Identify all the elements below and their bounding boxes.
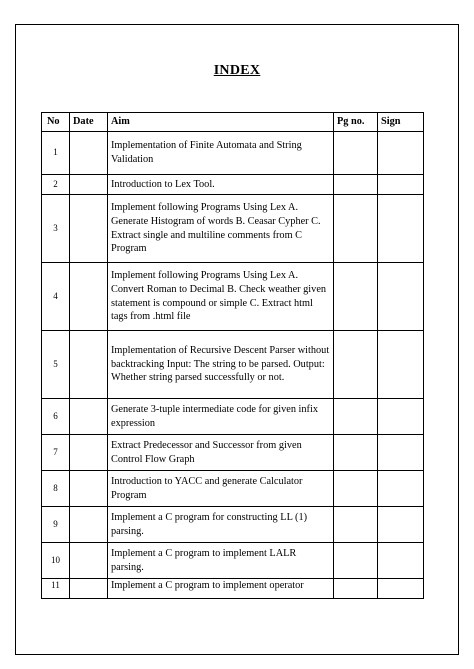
header-no: No (42, 113, 70, 132)
sign-cell (378, 175, 424, 195)
row-number: 1 (42, 132, 70, 175)
row-number: 11 (42, 579, 70, 599)
sign-cell (378, 579, 424, 599)
date-cell (70, 543, 108, 579)
date-cell (70, 399, 108, 435)
table-row (42, 543, 424, 579)
table-row (42, 507, 424, 543)
aim-cell: Generate 3-tuple intermediate code for given infix expression (108, 399, 334, 435)
aim-cell: Implementation of Recursive Descent Parser without backtracking Input: The string to be parsed. Output: Whether string parsed successfully or not. (108, 331, 334, 399)
page-number-cell (334, 435, 378, 471)
date-cell (70, 132, 108, 175)
row-number: 8 (42, 471, 70, 507)
table-row (42, 331, 424, 399)
date-cell (70, 263, 108, 331)
date-cell (70, 331, 108, 399)
table-row (42, 175, 424, 195)
aim-cell: Introduction to YACC and generate Calculator Program (108, 471, 334, 507)
sign-cell (378, 507, 424, 543)
row-number: 10 (42, 543, 70, 579)
row-number: 7 (42, 435, 70, 471)
date-cell (70, 175, 108, 195)
page-number-cell (334, 132, 378, 175)
page-number-cell (334, 331, 378, 399)
date-cell (70, 579, 108, 599)
aim-cell: Implement following Programs Using Lex A. Convert Roman to Decimal B. Check weather given statement is compound or simple C. Extract html tags from .html file (108, 263, 334, 331)
sign-cell (378, 331, 424, 399)
date-cell (70, 507, 108, 543)
sign-cell (378, 263, 424, 331)
page-number-cell (334, 507, 378, 543)
page-number-cell (334, 175, 378, 195)
page-number-cell (334, 399, 378, 435)
date-cell (70, 195, 108, 263)
row-number: 4 (42, 263, 70, 331)
table-row (42, 471, 424, 507)
aim-cell: Extract Predecessor and Successor from given Control Flow Graph (108, 435, 334, 471)
row-number: 6 (42, 399, 70, 435)
page-number-cell (334, 543, 378, 579)
sign-cell (378, 399, 424, 435)
table-row (42, 195, 424, 263)
row-number: 5 (42, 331, 70, 399)
aim-cell: Implement a C program to implement LALR parsing. (108, 543, 334, 579)
page-number-cell (334, 263, 378, 331)
aim-cell: Introduction to Lex Tool. (108, 175, 334, 195)
page-number-cell (334, 471, 378, 507)
date-cell (70, 435, 108, 471)
header-row (42, 113, 424, 132)
table-row (42, 263, 424, 331)
aim-cell: Implementation of Finite Automata and String Validation (108, 132, 334, 175)
page-number-cell (334, 579, 378, 599)
row-number: 9 (42, 507, 70, 543)
aim-cell: Implement a C program to implement operator (108, 579, 334, 599)
header-page-number: Pg no. (334, 113, 378, 132)
table-row (42, 435, 424, 471)
sign-cell (378, 195, 424, 263)
sign-cell (378, 132, 424, 175)
aim-cell: Implement a C program for constructing LL (1) parsing. (108, 507, 334, 543)
row-number: 2 (42, 175, 70, 195)
table-row (42, 132, 424, 175)
index-table (41, 112, 424, 599)
table-row (42, 579, 424, 599)
sign-cell (378, 471, 424, 507)
row-number: 3 (42, 195, 70, 263)
sign-cell (378, 435, 424, 471)
page-number-cell (334, 195, 378, 263)
sign-cell (378, 543, 424, 579)
table-row (42, 399, 424, 435)
date-cell (70, 471, 108, 507)
header-sign: Sign (378, 113, 424, 132)
header-date: Date (70, 113, 108, 132)
aim-cell: Implement following Programs Using Lex A. Generate Histogram of words B. Ceasar Cypher C. Extract single and multiline comments from C Program (108, 195, 334, 263)
page-title: INDEX (213, 63, 261, 78)
header-aim: Aim (108, 113, 334, 132)
